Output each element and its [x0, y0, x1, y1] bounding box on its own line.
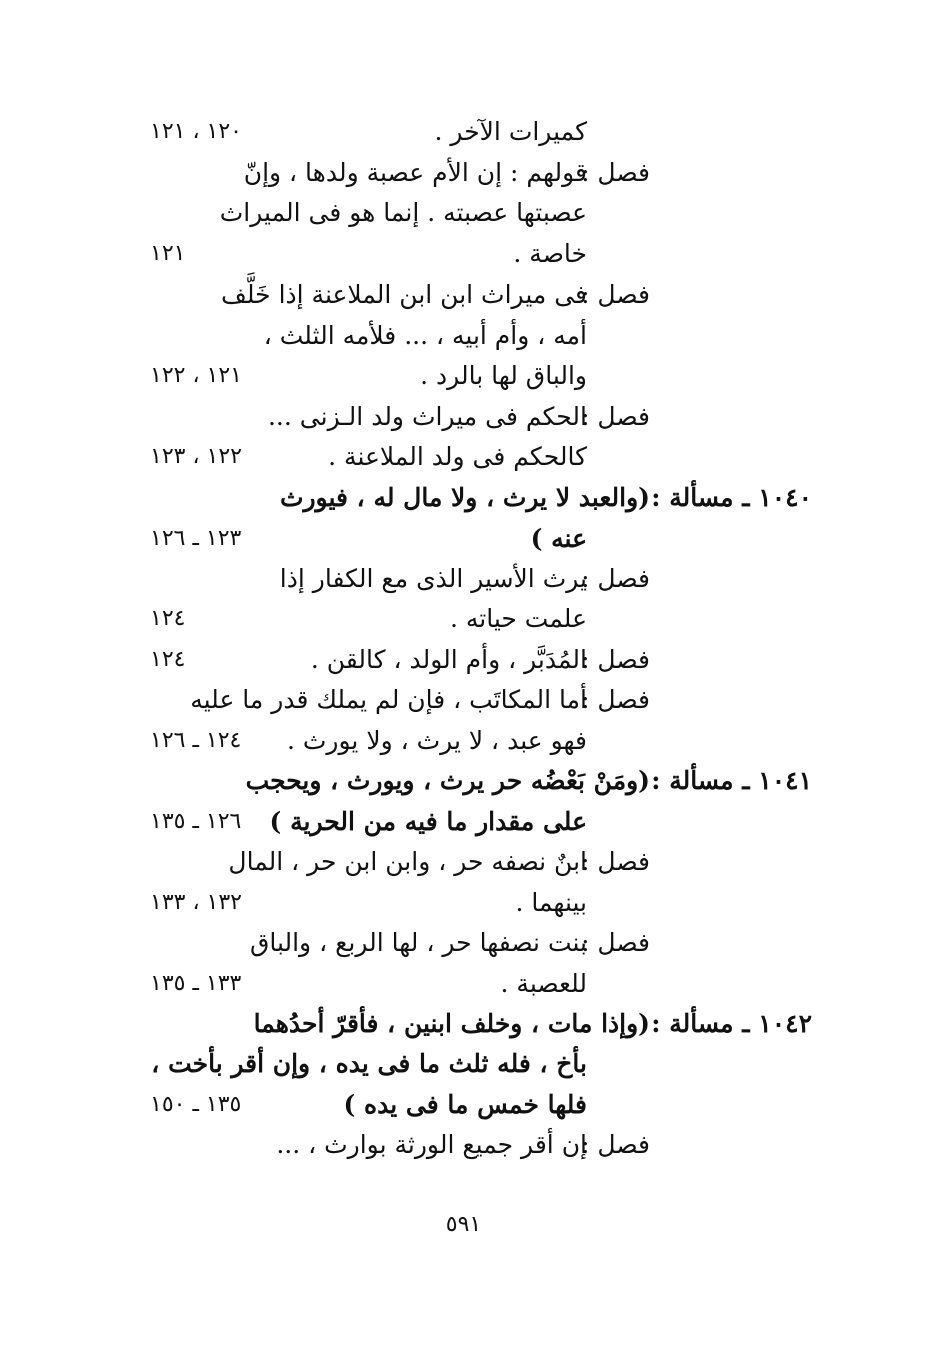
entry-number-label: ١٠٤٢ ـ مسألة : [651, 1009, 812, 1038]
entry-text: (وإذا مات ، وخلف ابنين ، فأقرّ أحدُهما [253, 1009, 650, 1038]
page-reference: ١٢١ [150, 241, 186, 266]
index-entry-line [0, 193, 927, 233]
index-entry-line [0, 559, 927, 599]
entry-text: بنت نصفها حر ، لها الربع ، والباق [249, 928, 587, 957]
entry-text: عنه ) [530, 524, 587, 553]
entry-text: المُدَبَّر ، وأم الولد ، كالقن . [310, 645, 587, 674]
index-entry-line [0, 397, 927, 437]
index-entry-line [0, 1004, 927, 1044]
entry-text: ابنٌ نصفه حر ، وابن ابن حر ، المال [228, 847, 587, 876]
page-reference: ١٣٢ ، ١٣٣ [150, 890, 242, 915]
page-reference: ١٢٤ [150, 647, 186, 672]
entry-text: للعصبة . [500, 969, 587, 998]
section-prefix: فصل : [581, 1130, 650, 1159]
entry-text: (والعبد لا يرث ، ولا مال له ، فيورث [279, 483, 650, 512]
index-entry-line [0, 234, 927, 274]
page-reference: ١٢٦ ـ ١٣٥ [150, 809, 242, 834]
index-entry-line [0, 599, 927, 639]
index-entry-line [0, 802, 927, 842]
page-reference: ١٢٠ ، ١٢١ [150, 119, 242, 144]
entry-text: بينهما . [515, 888, 587, 917]
section-prefix: فصل : [581, 158, 650, 187]
index-entry-line [0, 721, 927, 761]
section-prefix: فصل : [581, 685, 650, 714]
section-prefix: فصل : [581, 402, 650, 431]
section-prefix: فصل : [581, 928, 650, 957]
page-reference: ١٣٥ ـ ١٥٠ [150, 1092, 242, 1117]
entry-text: كميرات الآخر . [434, 117, 587, 146]
entry-text: يرث الأسير الذى مع الكفار إذا [279, 564, 587, 593]
index-entry-line [0, 761, 927, 801]
entry-text: فلها خمس ما فى يده ) [343, 1090, 587, 1119]
index-entry-line [0, 923, 927, 963]
index-entry-line [0, 680, 927, 720]
entry-text: خاصة . [513, 239, 587, 268]
entry-text: علمت حياته . [449, 604, 587, 633]
entry-text: فهو عبد ، لا يرث ، ولا يورث . [287, 726, 587, 755]
section-prefix: فصل : [581, 645, 650, 674]
page-reference: ١٢١ ، ١٢٢ [150, 363, 242, 388]
index-entry-line [0, 964, 927, 1004]
index-entry-line [0, 1044, 927, 1084]
index-entry-line [0, 519, 927, 559]
entry-text: (ومَنْ بَعْضُه حر يرث ، ويورث ، ويحجب [245, 766, 650, 795]
entry-number-label: ١٠٤١ ـ مسألة : [651, 766, 812, 795]
page-reference: ١٣٣ ـ ١٣٥ [150, 971, 242, 996]
section-prefix: فصل : [581, 564, 650, 593]
entry-text: بأخ ، فله ثلث ما فى يده ، وإن أقر بأخت ، [151, 1049, 587, 1078]
entry-text: على مقدار ما فيه من الحرية ) [269, 807, 587, 836]
index-entry-line [0, 112, 927, 152]
entry-text: إن أقر جميع الورثة بوارث ، ... [276, 1130, 587, 1159]
page-reference: ١٢٤ ـ ١٢٦ [150, 728, 242, 753]
index-entry-line [0, 1085, 927, 1125]
entry-text: كالحكم فى ولد الملاعنة . [328, 442, 587, 471]
page-reference: ١٢٢ ، ١٢٣ [150, 444, 242, 469]
entry-text: قولهم : إن الأم عصبة ولدها ، وإنّ [243, 158, 587, 187]
index-entry-line [0, 640, 927, 680]
index-entry-line [0, 316, 927, 356]
section-prefix: فصل : [581, 847, 650, 876]
index-entry-line [0, 437, 927, 477]
entry-text: عصبتها عصبته . إنما هو فى الميراث [219, 198, 587, 227]
entry-text: فى ميراث ابن ابن الملاعنة إذا خَلَّف [221, 280, 587, 309]
page-number: ٥٩١ [445, 1212, 482, 1237]
index-entry-line [0, 842, 927, 882]
index-entry-line [0, 356, 927, 396]
entry-text: أمه ، وأم أبيه ، ... فلأمه الثلث ، [263, 321, 587, 350]
page-reference: ١٢٣ ـ ١٢٦ [150, 526, 242, 551]
section-prefix: فصل : [581, 280, 650, 309]
entry-text: الحكم فى ميراث ولد الـزنى ... [267, 402, 587, 431]
index-entry-line [0, 883, 927, 923]
entry-number-label: ١٠٤٠ ـ مسألة : [651, 483, 812, 512]
index-entry-line [0, 478, 927, 518]
entry-text: والباق لها بالرد . [420, 361, 587, 390]
index-entry-line [0, 1125, 927, 1165]
page-reference: ١٢٤ [150, 606, 186, 631]
index-entry-line [0, 275, 927, 315]
index-entry-line [0, 153, 927, 193]
entry-text: أما المكاتَب ، فإن لم يملك قدر ما عليه [190, 685, 587, 714]
